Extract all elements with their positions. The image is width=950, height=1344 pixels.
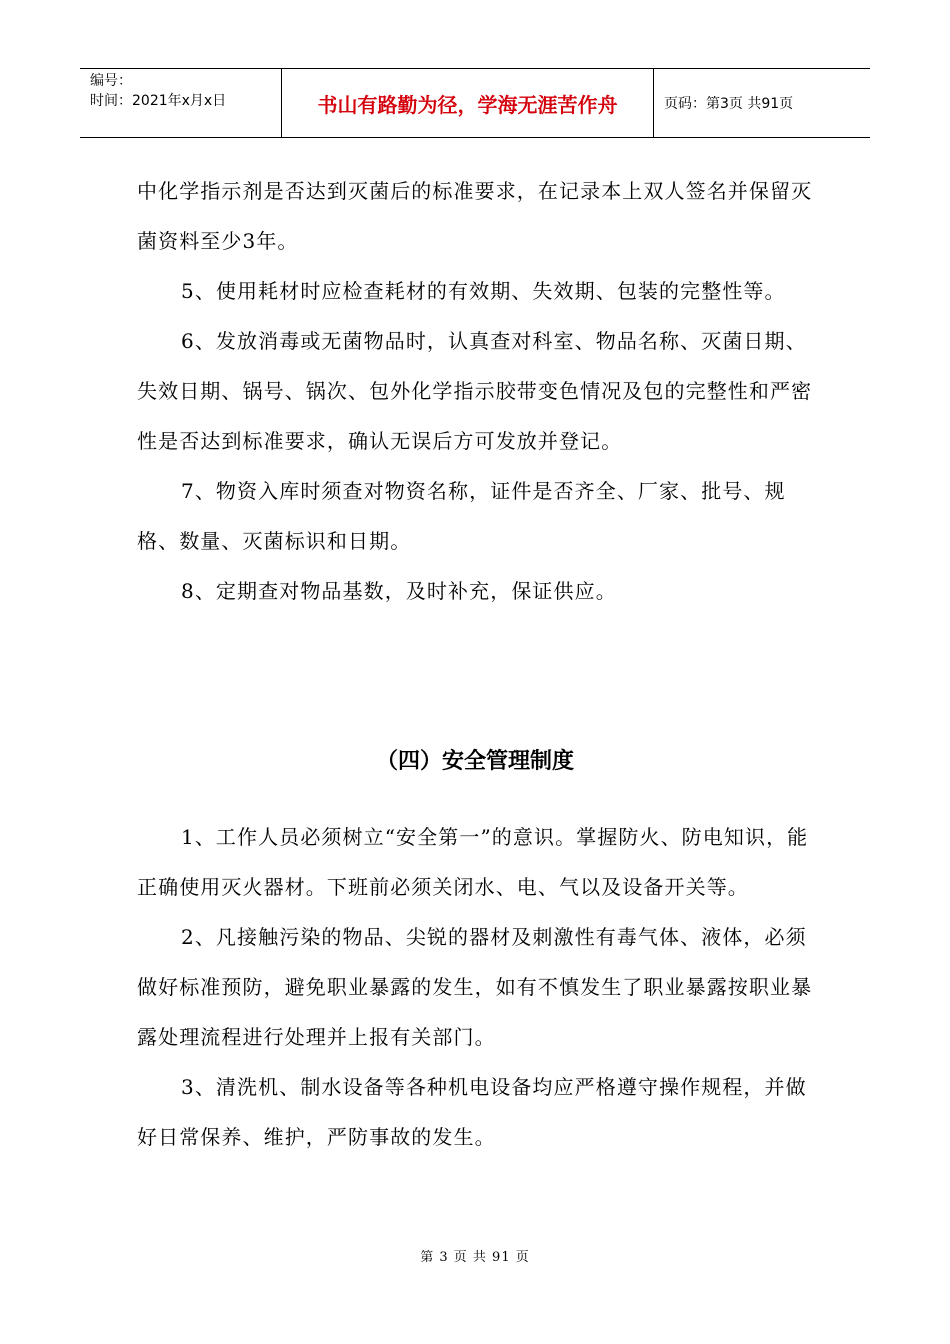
- safety-paragraph-2: 2、凡接触污染的物品、尖锐的器材及刺激性有毒气体、液体，必须做好标准预防，避免职业暴露的发生，如有不慎发生了职业暴露按职业暴露处理流程进行处理并上报有关部门。: [137, 925, 813, 1049]
- document-date-label: 时间：2021年x月x日: [90, 93, 227, 109]
- header-meta: [80, 69, 282, 137]
- paragraph-7: 7、物资入库时须查对物资名称，证件是否齐全、厂家、批号、规格、数量、灭菌标识和日期。: [137, 479, 786, 553]
- paragraph-8: 8、定期查对物品基数，及时补充，保证供应。: [181, 579, 617, 603]
- header-motto: 书山有路勤为径，学海无涯苦作舟: [282, 69, 654, 137]
- paragraph-continued: 中化学指示剂是否达到灭菌后的标准要求，在记录本上双人签名并保留灭菌资料至少3年。: [137, 179, 813, 253]
- safety-paragraph-1: 1、工作人员必须树立“安全第一”的意识。掌握防火、防电知识，能正确使用灭火器材。下班前必须关闭水、电、气以及设备开关等。: [137, 825, 809, 899]
- section-body: [137, 812, 817, 1162]
- paragraph-6: 6、发放消毒或无菌物品时，认真查对科室、物品名称、灭菌日期、失效日期、锅号、锅次、包外化学指示胶带变色情况及包的完整性和严密性是否达到标准要求，确认无误后方可发放并登记。: [137, 329, 813, 453]
- page-header: [80, 68, 870, 138]
- header-page-info: 页码：第3页 共91页: [664, 96, 794, 112]
- document-number-label: 编号：: [90, 73, 132, 89]
- section-title: （四）安全管理制度: [375, 749, 574, 774]
- paragraph-5: 5、使用耗材时应检查耗材的有效期、失效期、包装的完整性等。: [181, 279, 786, 303]
- page-footer: 第 3 页 共 91 页: [420, 1250, 530, 1265]
- body-top: [137, 166, 817, 616]
- safety-paragraph-3: 3、清洗机、制水设备等各种机电设备均应严格遵守操作规程，并做好日常保养、维护，严防事故的发生。: [137, 1075, 807, 1149]
